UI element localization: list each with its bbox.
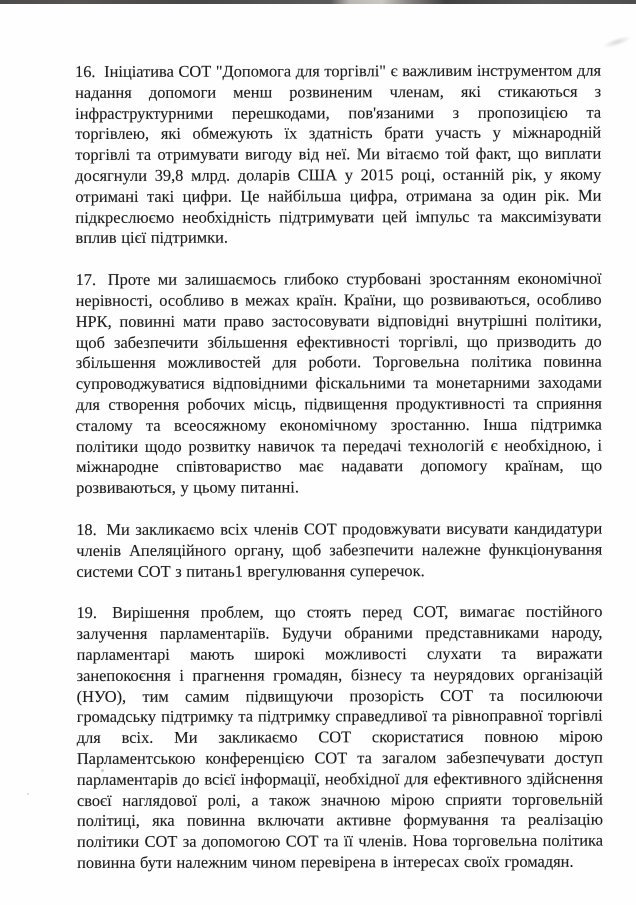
paragraph-number: 19.: [76, 603, 97, 623]
paragraph-number: 16.: [75, 61, 96, 81]
paragraph-text: Ми закликаємо всіх членів СОТ продовжувати висувати кандидатури членів Апеляційного органу, щоб забезпечити належне функціонування системи СОТ з питань1 врегулювання суперечок.: [76, 518, 603, 581]
paragraph-17: [76, 269, 603, 499]
paragraph-text: Ініціатива СОТ "Допомога для торгівлі" є важливим інструментом для надання допомоги менш розвиненим членам, які стикаються з інфраструктурними перешкодами, пов'язаними з пропозицією та торгівлею, які обмежують їх здатність брати участь у міжнародній торгівлі та отримувати вигоду від неї. Ми вітаємо той факт, що виплати досягнули 39,8 млрд. доларів США у 2015 році, останній рік, у якому отримані такі цифри. Це найбільша цифра, отримана за один рік. Ми підкреслюємо необхідність підтримувати цей імпульс та максимізувати вплив цієї підтримки.: [75, 60, 602, 248]
document-body: [75, 61, 603, 895]
scan-speck: [27, 793, 29, 795]
scan-edge-artifact: [0, 0, 636, 4]
paragraph-16: [75, 61, 601, 250]
paragraph-19: [76, 602, 603, 874]
paragraph-18: [76, 519, 602, 583]
paragraph-text: Вирішення проблем, що стоять перед СОТ, вимагає постійного залучення парламентаріїв. Будучи обраними представниками народу, парламентарі мають широкі можливості слухати та виражати занепокоєння і прагнення громадян, бізнесу та неурядових організацій (НУО), тим самим підвищуючи прозорість СОТ та посилюючи громадську підтримку та підтримку справедливої та рівноправної торгівлі для всіх. Ми закликаємо СОТ скористатися повною мірою Парламентською конференцією СОТ та загалом забезпечувати доступ парламентарів до всієї інформації, необхідної для ефективного здійснення своєї наглядової ролі, а також значною мірою сприяти торговельній політиці, яка повинна включати активне формування та реалізацію політики СОТ за допомогою СОТ та її членів. Нова торговельна політика повинна бути належним чином перевірена в інтересах своїх громадян.: [76, 601, 604, 872]
paragraph-number: 17.: [75, 270, 97, 290]
paragraph-text: Проте ми залишаємось глибоко стурбовані зростанням економічної нерівності, особливо в межах країн. Країни, що розвиваються, особливо НРК, повинні мати право застосовувати відповідні внутрішні політики, щоб забезпечити збільшення ефективності торгівлі, що призводить до збільшення можливостей для роботи. Торговельна політика повинна супроводжуватися відповідними фіскальними та монетарними заходами для створення робочих місць, підвищення продуктивності та сприяння сталому та всеосяжному економічному зростанню. Інша підтримка політики щодо розвитку навичок та передачі технологій є необхідною, і міжнародне співтовариство має надавати допомогу країнам, що розвиваються, у цьому питанні.: [75, 268, 603, 498]
paragraph-number: 18.: [76, 519, 97, 539]
scan-smudge-artifact: [601, 34, 632, 51]
